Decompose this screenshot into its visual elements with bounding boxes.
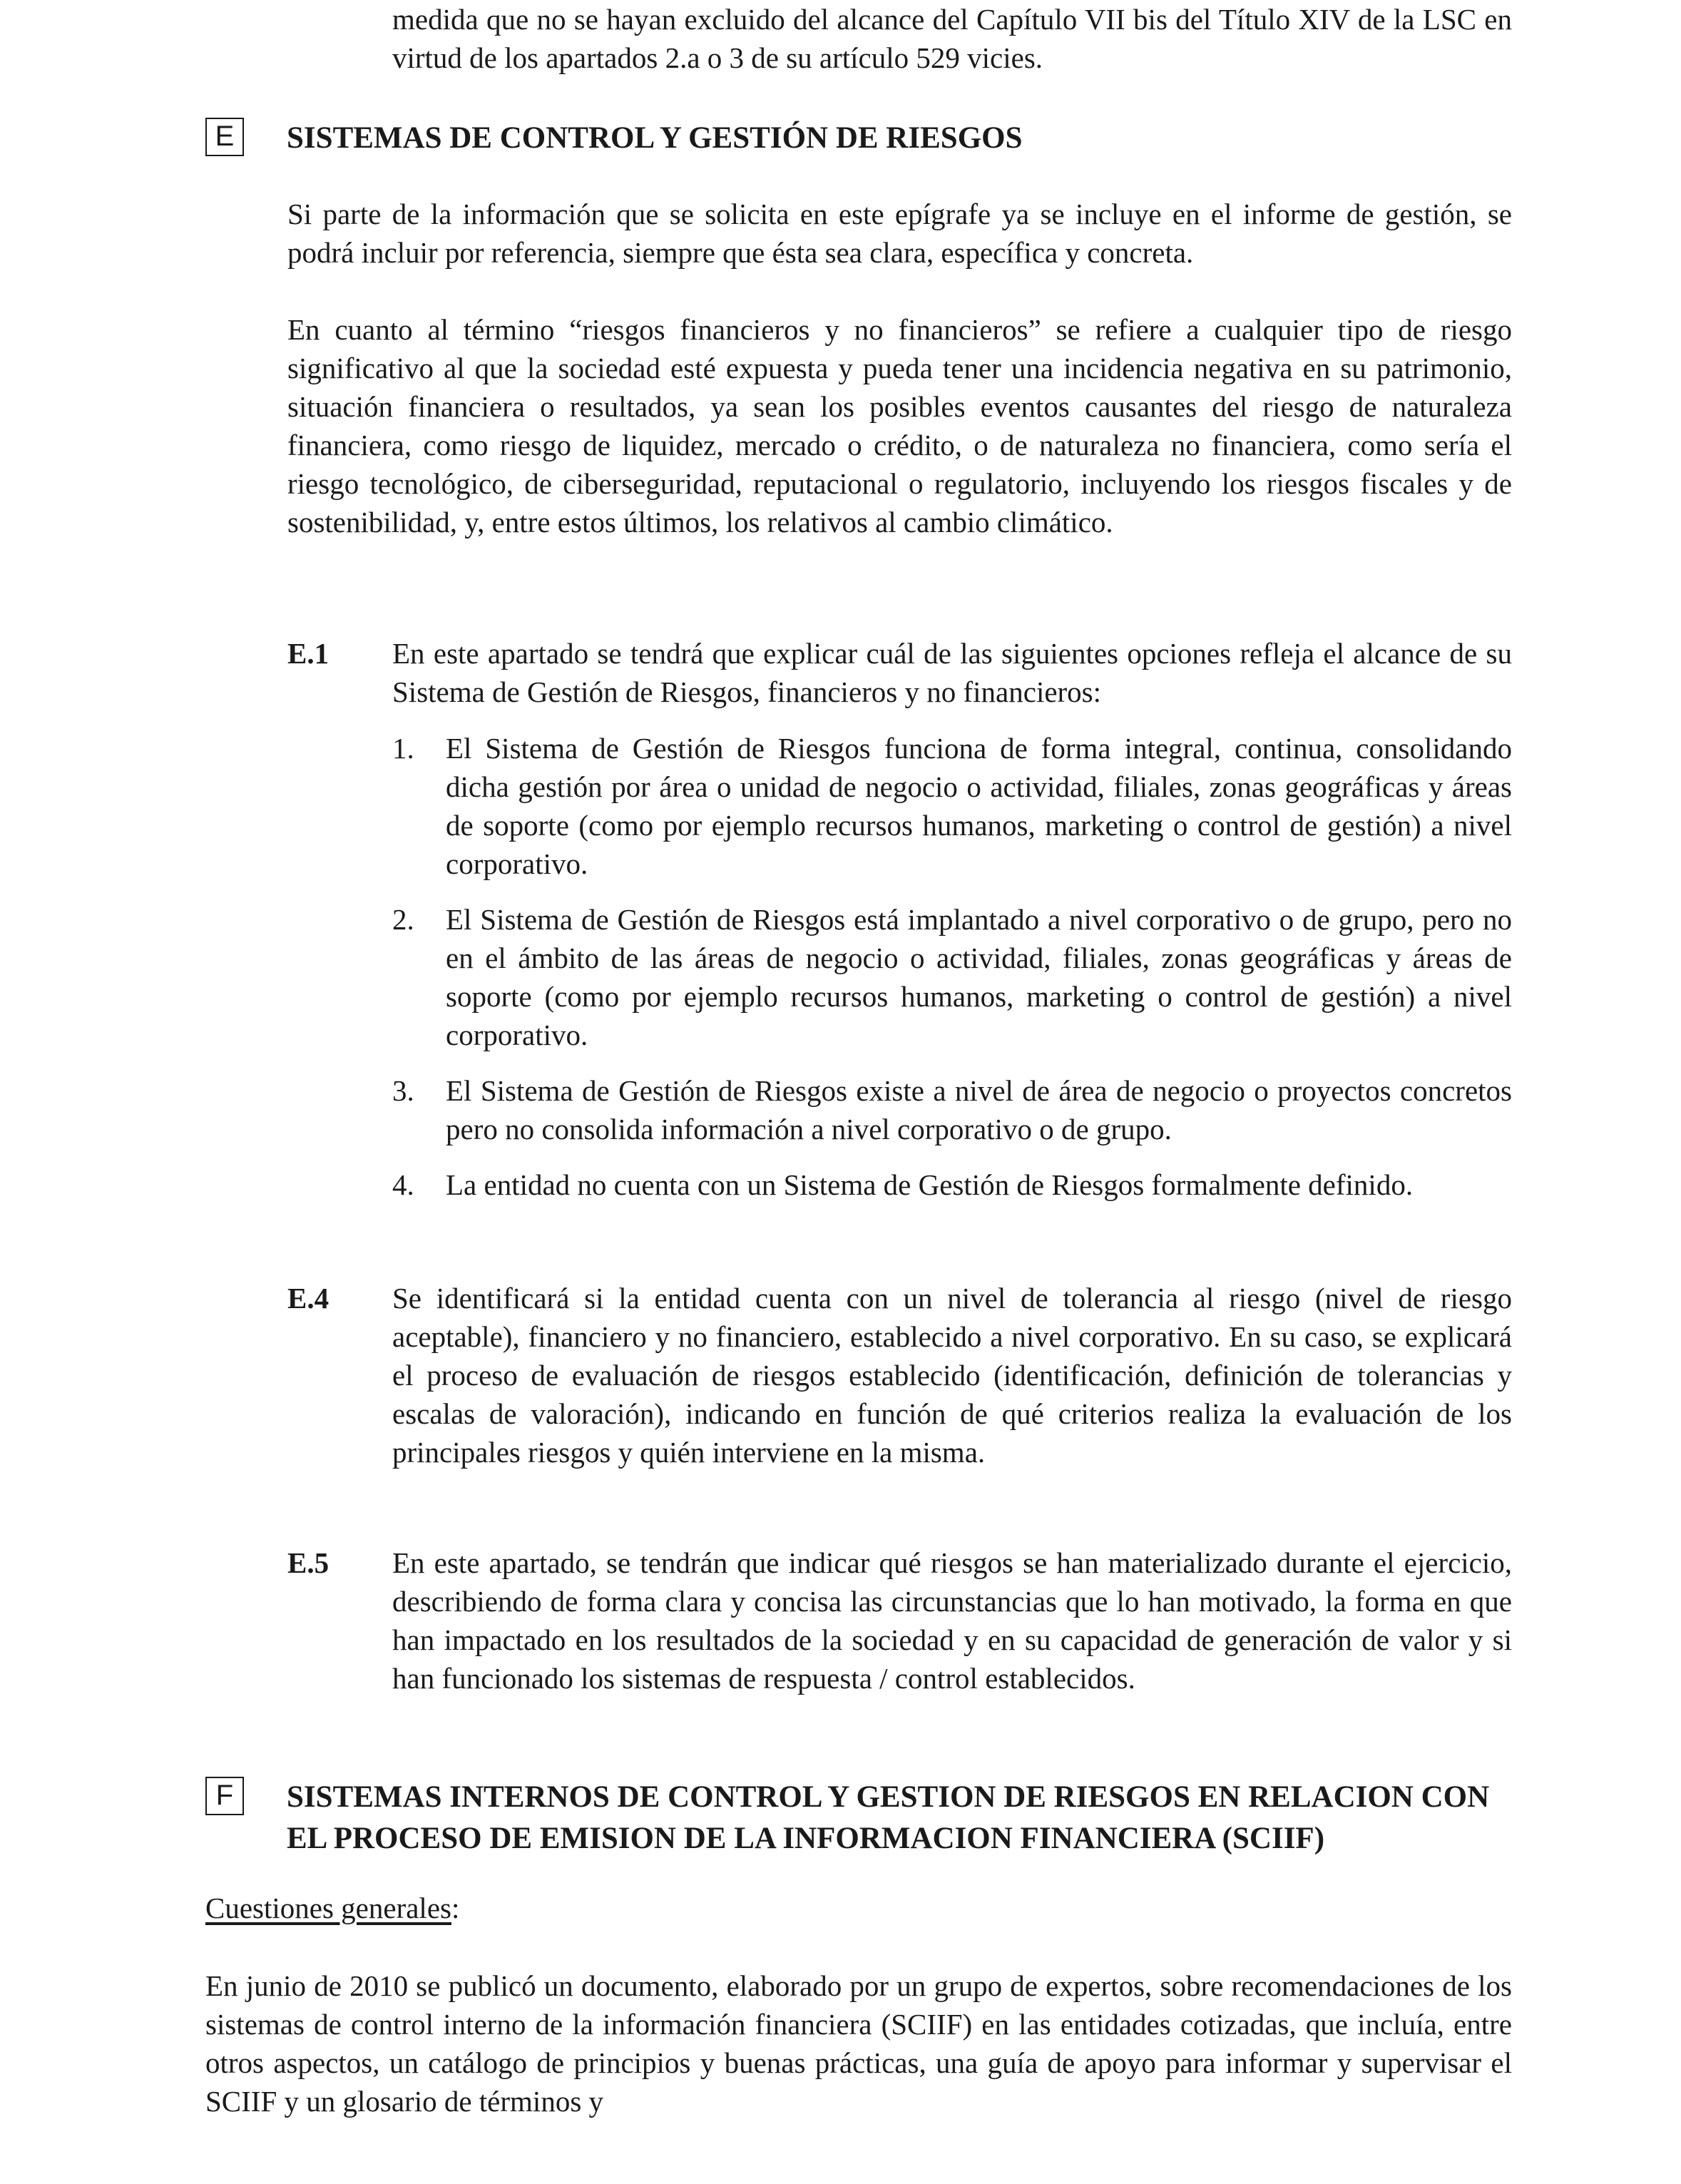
item-code: E.4 bbox=[287, 1282, 329, 1315]
section-e-title: SISTEMAS DE CONTROL Y GESTIÓN DE RIESGOS bbox=[287, 121, 1023, 155]
intro-paragraph: medida que no se hayan excluido del alcance del Capítulo VII bis del Título XIV de la LSC en virtud de los apartados 2.a o 3 de su artículo 529 vicies. bbox=[392, 3, 1512, 74]
option-number: 4. bbox=[392, 1168, 414, 1201]
section-e-paragraph-1: Si parte de la información que se solicita en este epígrafe ya se incluye en el informe de gestión, se podrá incluir por referencia, siempre que ésta sea clara, específica y concreta. bbox=[287, 198, 1512, 269]
section-f-heading bbox=[205, 1777, 1511, 1859]
section-f-paragraph-1: En junio de 2010 se publicó un documento, elaborado por un grupo de expertos, sobre recomendaciones de los sistemas de control interno de la información financiera (SCIIF) en las entidades cotizadas, que incluía, entre otros aspectos, un catálogo de principios y buenas prácticas, una guía de apoyo para informar y supervisar el SCIIF y un glosario de términos y bbox=[205, 1969, 1512, 2118]
subheading-colon: : bbox=[451, 1892, 460, 1924]
item-code: E.1 bbox=[287, 637, 329, 670]
item-code: E.5 bbox=[287, 1546, 329, 1579]
item-text: En este apartado se tendrá que explicar cuál de las siguientes opciones refleja el alcance de su Sistema de Gestión de Riesgos, financieros y no financieros: bbox=[392, 637, 1512, 708]
item-text: En este apartado, se tendrán que indicar qué riesgos se han materializado durante el ejercicio, describiendo de forma clara y concisa las circunstancias que lo han motivado, la forma en que han impactado en los resultados de la sociedad y en su capacidad de generación de valor y si han funcionado los sistemas de respuesta / control establecidos. bbox=[392, 1546, 1512, 1695]
option-number: 1. bbox=[392, 732, 414, 765]
section-f-title: SISTEMAS INTERNOS DE CONTROL Y GESTION DE RIESGOS EN RELACION CON EL PROCESO DE EMISION DE LA INFORMACION FINANCIERA (SCIIF) bbox=[287, 1780, 1490, 1855]
item-text: Se identificará si la entidad cuenta con un nivel de tolerancia al riesgo (nivel de riesgo aceptable), financiero y no financiero, establecido a nivel corporativo. En su caso, se explicará el proceso de evaluación de riesgos establecido (identificación, definición de tolerancias y escalas de valoración), indicando en función de qué criterios realiza la evaluación de los principales riesgos y quién interviene en la misma. bbox=[392, 1282, 1512, 1469]
section-e-paragraph-2: En cuanto al término “riesgos financieros y no financieros” se refiere a cualquier tipo de riesgo significativo al que la sociedad esté expuesta y pueda tener una incidencia negativa en su patrimonio, situación financiera o resultados, ya sean los posibles eventos causantes del riesgo de naturaleza financiera, como riesgo de liquidez, mercado o crédito, o de naturaleza no financiera, como sería el riesgo tecnológico, de ciberseguridad, reputacional o regulatorio, incluyendo los riesgos fiscales y de sostenibilidad, y, entre estos últimos, los relativos al cambio climático. bbox=[287, 313, 1512, 539]
option-text: El Sistema de Gestión de Riesgos está implantado a nivel corporativo o de grupo, pero no en el ámbito de las áreas de negocio o actividad, filiales, zonas geográficas y áreas de soporte (como por ejemplo recursos humanos, marketing o control de gestión) a nivel corporativo. bbox=[446, 903, 1512, 1051]
section-e-heading bbox=[205, 118, 1511, 159]
option-number: 2. bbox=[392, 903, 414, 936]
general-questions-heading bbox=[205, 1889, 1512, 1927]
section-e-letter-box: E bbox=[205, 118, 244, 156]
option-text: La entidad no cuenta con un Sistema de Gestión de Riesgos formalmente definido. bbox=[446, 1168, 1414, 1201]
section-f-letter-box: F bbox=[205, 1777, 244, 1815]
subheading-text: Cuestiones generales bbox=[205, 1892, 451, 1924]
option-text: El Sistema de Gestión de Riesgos funciona de forma integral, continua, consolidando dicha gestión por área o unidad de negocio o actividad, filiales, zonas geográficas y áreas de soporte (como por ejemplo recursos humanos, marketing o control de gestión) a nivel corporativo. bbox=[446, 732, 1512, 880]
option-text: El Sistema de Gestión de Riesgos existe a nivel de área de negocio o proyectos concretos pero no consolida información a nivel corporativo o de grupo. bbox=[446, 1074, 1512, 1145]
option-number: 3. bbox=[392, 1074, 414, 1107]
